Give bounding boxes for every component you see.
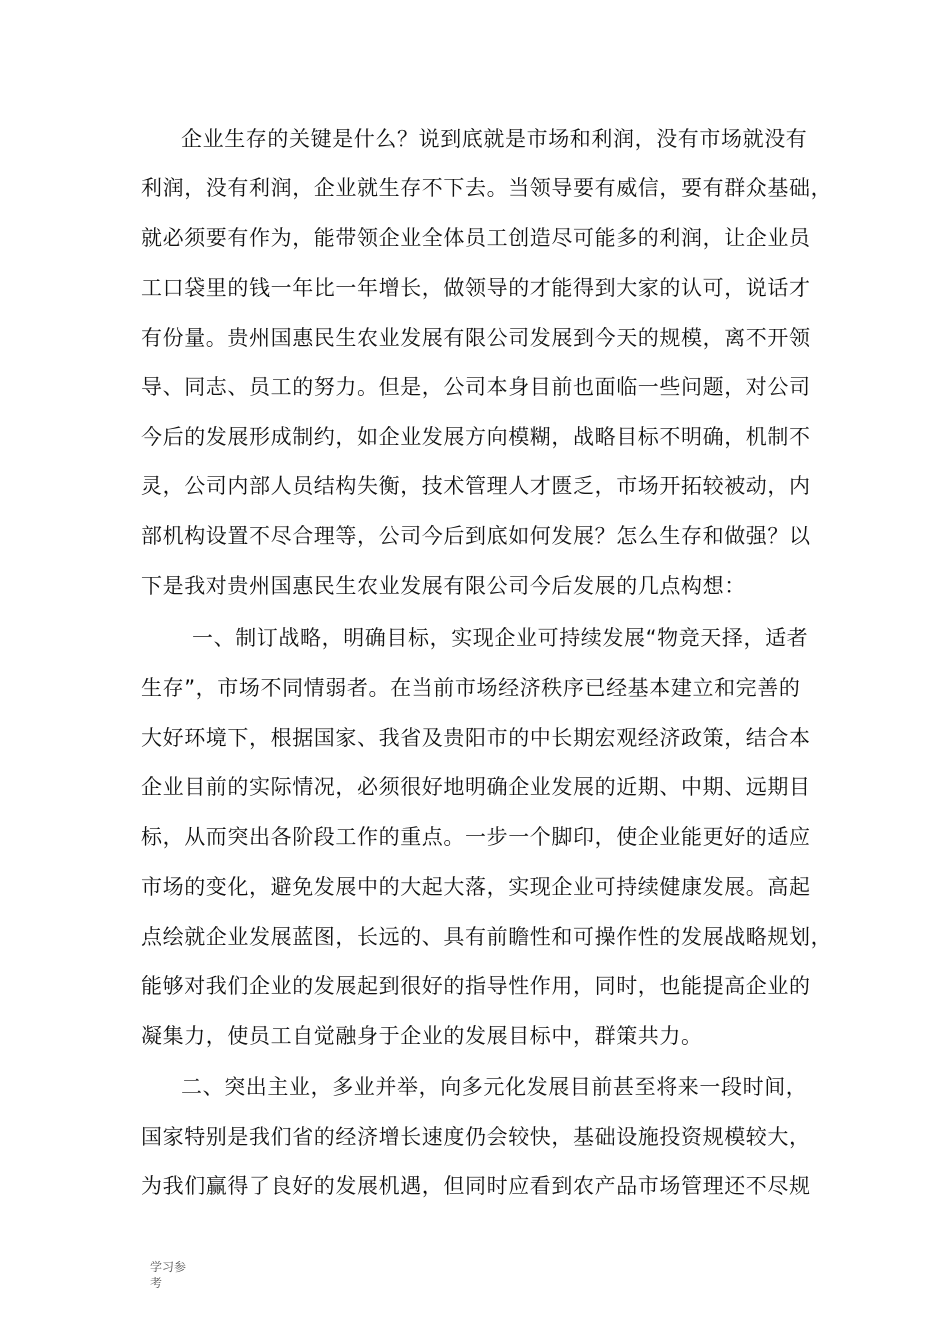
paragraph-1-line-5: 有份量。贵州国惠民生农业发展有限公司发展到今天的规模，离不开领 [141, 326, 811, 350]
paragraph-1-line-1: 企业生存的关键是什么？说到底就是市场和利润，没有市场就没有 [181, 127, 808, 151]
paragraph-3-line-2: 国家特别是我们省的经济增长速度仍会较快，基础设施投资规模较大， [141, 1125, 811, 1149]
paragraph-1-line-9: 部机构设置不尽合理等，公司今后到底如何发展？怎么生存和做强？以 [141, 524, 811, 548]
paragraph-2-line-8: 能够对我们企业的发展起到很好的指导性作用，同时，也能提高企业的 [141, 974, 811, 998]
footer-line-1: 学习参 [150, 1260, 187, 1274]
paragraph-2-line-4: 企业目前的实际情况，必须很好地明确企业发展的近期、中期、远期目 [141, 775, 811, 799]
paragraph-3-line-1: 二、突出主业，多业并举，向多元化发展目前甚至将来一段时间， [181, 1075, 808, 1099]
paragraph-1-line-8: 灵，公司内部人员结构失衡，技术管理人才匮乏，市场开拓较被动，内 [141, 474, 811, 498]
paragraph-2-line-5: 标，从而突出各阶段工作的重点。一步一个脚印，使企业能更好的适应 [141, 825, 811, 849]
paragraph-2-line-9: 凝集力，使员工自觉融身于企业的发展目标中，群策共力。 [141, 1024, 703, 1048]
paragraph-1-line-7: 今后的发展形成制约，如企业发展方向模糊，战略目标不明确，机制不 [141, 425, 811, 449]
footer-line-2: 考 [150, 1276, 163, 1290]
paragraph-2-line-3: 大好环境下，根据国家、我省及贵阳市的中长期宏观经济政策，结合本 [141, 726, 811, 750]
paragraph-2-line-1: 一、制订战略，明确目标，实现企业可持续发展“物竞天择，适者 [192, 626, 809, 650]
paragraph-2-line-2: 生存”，市场不同情弱者。在当前市场经济秩序已经基本建立和完善的 [141, 676, 801, 700]
paragraph-1-line-10: 下是我对贵州国惠民生农业发展有限公司今后发展的几点构想： [141, 574, 746, 598]
paragraph-1-line-4: 工口袋里的钱一年比一年增长，做领导的才能得到大家的认可，说话才 [141, 276, 811, 300]
paragraph-1-line-3: 就必须要有作为，能带领企业全体员工创造尽可能多的利润，让企业员 [141, 226, 811, 250]
paragraph-1-line-2: 利润，没有利润，企业就生存不下去。当领导要有威信，要有群众基础， [141, 176, 833, 200]
paragraph-1-line-6: 导、同志、员工的努力。但是，公司本身目前也面临一些问题，对公司 [141, 375, 811, 399]
paragraph-2-line-7: 点绘就企业发展蓝图，长远的、具有前瞻性和可操作性的发展战略规划， [141, 925, 833, 949]
paragraph-3-line-3: 为我们赢得了良好的发展机遇，但同时应看到农产品市场管理还不尽规 [141, 1174, 811, 1198]
paragraph-2-line-6: 市场的变化，避免发展中的大起大落，实现企业可持续健康发展。高起 [141, 875, 811, 899]
